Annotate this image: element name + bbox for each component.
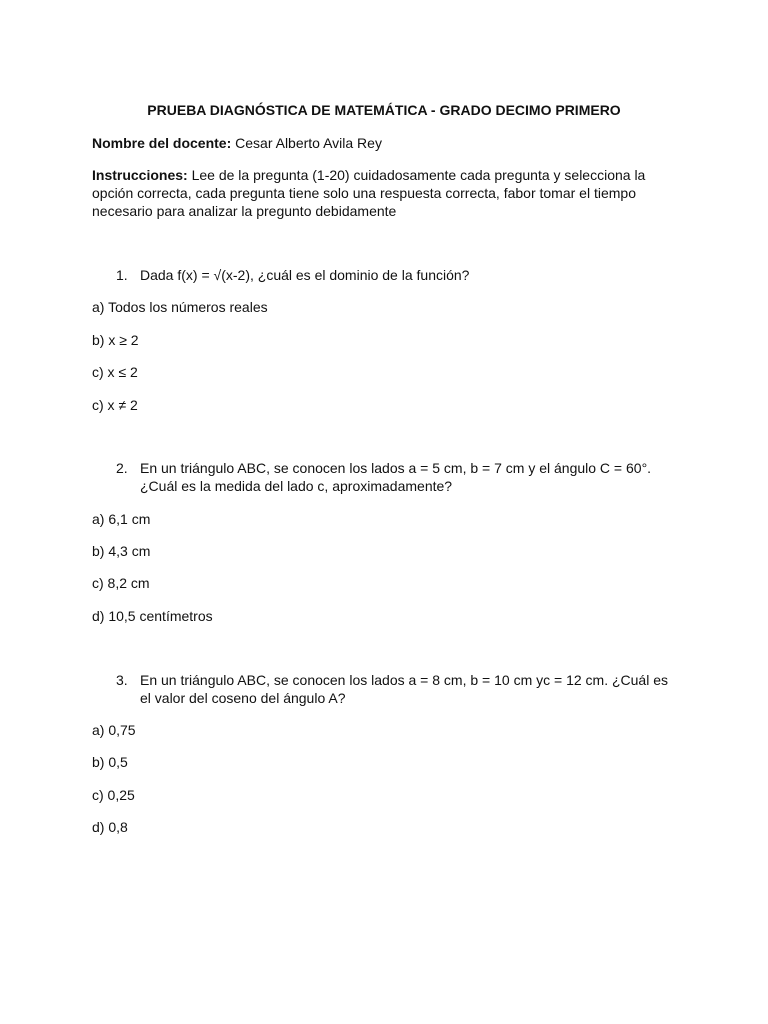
teacher-name: Cesar Alberto Avila Rey (231, 135, 382, 151)
question-number: 1. (116, 267, 128, 283)
question-3 (116, 671, 676, 707)
question-1-option: c) x ≤ 2 (92, 364, 138, 380)
question-number: 2. (116, 460, 128, 476)
question-1-option: b) x ≥ 2 (92, 332, 139, 348)
question-text: En un triángulo ABC, se conocen los lados a = 5 cm, b = 7 cm y el ángulo C = 60°. ¿Cuál es la medida del lado c, aproximadamente? (140, 460, 652, 494)
instructions-label: Instrucciones: (92, 167, 188, 183)
teacher-label: Nombre del docente: (92, 135, 232, 151)
instructions-text: Lee de la pregunta (1-20) cuidadosamente cada pregunta y selecciona la opción correcta, cada pregunta tiene solo una respuesta correcta, fabor tomar el tiempo necesario para analizar la pregunto debidamente (92, 167, 646, 219)
question-3-option: a) 0,75 (92, 722, 136, 738)
question-2-option: c) 8,2 cm (92, 575, 150, 591)
document-title: PRUEBA DIAGNÓSTICA DE MATEMÁTICA - GRADO DECIMO PRIMERO (147, 102, 621, 118)
question-text: En un triángulo ABC, se conocen los lados a = 8 cm, b = 10 cm yc = 12 cm. ¿Cuál es el valor del coseno del ángulo A? (140, 672, 668, 706)
question-2 (116, 459, 676, 495)
question-2-option: d) 10,5 centímetros (92, 608, 213, 624)
question-3-option: d) 0,8 (92, 819, 128, 835)
question-3-option: b) 0,5 (92, 754, 128, 770)
question-number: 3. (116, 672, 128, 688)
teacher-line (92, 134, 672, 152)
instructions-paragraph (92, 166, 672, 220)
question-1 (116, 266, 676, 284)
question-2-option: b) 4,3 cm (92, 543, 151, 559)
question-1-option: c) x ≠ 2 (92, 397, 138, 413)
question-1-option: a) Todos los números reales (92, 299, 268, 315)
question-3-option: c) 0,25 (92, 787, 135, 803)
question-2-option: a) 6,1 cm (92, 511, 151, 527)
question-text: Dada f(x) = √(x-2), ¿cuál es el dominio de la función? (140, 267, 470, 283)
